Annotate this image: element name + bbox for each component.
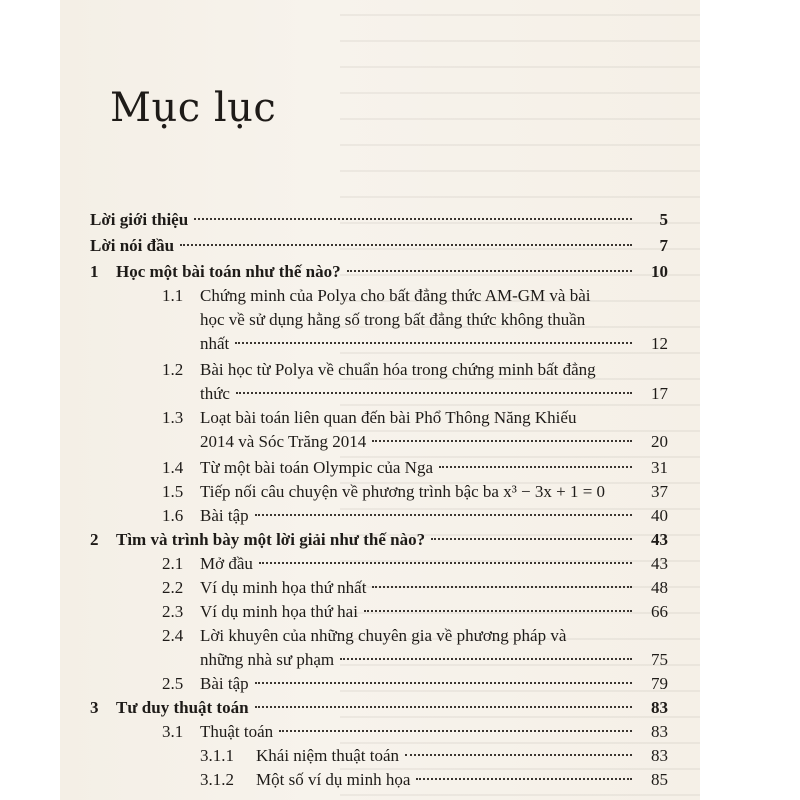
toc-section-1-4 bbox=[162, 458, 668, 478]
dot-leader bbox=[364, 610, 632, 612]
toc-section-number: 2.1 bbox=[162, 554, 184, 573]
toc-page-number: 10 bbox=[651, 262, 668, 281]
dot-leader bbox=[372, 440, 632, 442]
toc-subsection-3-1-2 bbox=[200, 770, 668, 790]
toc-page-number: 31 bbox=[651, 458, 668, 477]
toc-section-number: 1.2 bbox=[162, 360, 184, 379]
toc-section-title: Bài tập bbox=[200, 674, 249, 693]
toc-section-number: 2.4 bbox=[162, 626, 184, 645]
toc-section-title-line: học về sử dụng hằng số trong bất đẳng thức không thuần bbox=[200, 310, 586, 329]
dot-leader bbox=[416, 778, 632, 780]
toc-subsection-title: Một số ví dụ minh họa bbox=[256, 770, 411, 789]
toc-section-2-1 bbox=[162, 554, 668, 574]
toc-entry-title: Lời nói đầu bbox=[90, 236, 175, 255]
toc-section-1-2-end bbox=[200, 384, 668, 404]
toc-page-number: 85 bbox=[651, 770, 668, 789]
dot-leader bbox=[255, 514, 632, 516]
toc-page-number: 43 bbox=[651, 554, 668, 573]
toc-page-number: 40 bbox=[651, 506, 668, 525]
toc-entry-title: Lời giới thiệu bbox=[90, 210, 189, 229]
toc-section-title-line: Loạt bài toán liên quan đến bài Phổ Thông Năng Khiếu bbox=[200, 408, 577, 427]
toc-chapter-2 bbox=[90, 530, 668, 550]
dot-leader bbox=[431, 538, 632, 540]
toc-section-number: 3.1 bbox=[162, 722, 184, 741]
toc-page-number: 83 bbox=[651, 722, 668, 741]
toc-page-number: 43 bbox=[651, 530, 668, 549]
toc-section-title: Thuật toán bbox=[200, 722, 274, 741]
toc-subsection-number: 3.1.2 bbox=[200, 770, 234, 789]
dot-leader bbox=[236, 392, 632, 394]
dot-leader bbox=[439, 466, 632, 468]
toc-section-number: 1.4 bbox=[162, 458, 184, 477]
toc-page-number: 75 bbox=[651, 650, 668, 669]
toc-page-number: 17 bbox=[651, 384, 668, 403]
toc-section-title-line: 2014 và Sóc Trăng 2014 bbox=[200, 432, 367, 451]
toc-chapter-title: Học một bài toán như thế nào? bbox=[116, 262, 341, 281]
dot-leader bbox=[194, 218, 632, 220]
toc-section-number: 1.3 bbox=[162, 408, 184, 427]
toc-section-title: Ví dụ minh họa thứ nhất bbox=[200, 578, 367, 597]
toc-page-number: 66 bbox=[651, 602, 668, 621]
toc-page-number: 20 bbox=[651, 432, 668, 451]
dot-leader bbox=[255, 682, 632, 684]
dot-leader bbox=[259, 562, 632, 564]
toc-section-1-3-end bbox=[200, 432, 668, 452]
toc-section-title-line: Bài học từ Polya về chuẩn hóa trong chứng minh bất đẳng bbox=[200, 360, 596, 379]
toc-page-number: 83 bbox=[651, 746, 668, 765]
toc-chapter-title: Tư duy thuật toán bbox=[116, 698, 249, 717]
toc-entry-preface bbox=[90, 236, 668, 256]
toc-section-title-line: Chứng minh của Polya cho bất đẳng thức AM-GM và bài bbox=[200, 286, 591, 305]
toc-section-1-1-end bbox=[200, 334, 668, 354]
toc-page-number: 5 bbox=[659, 210, 668, 229]
toc-subsection-3-1-1 bbox=[200, 746, 668, 766]
toc-page-number: 83 bbox=[651, 698, 668, 717]
toc-section-title-line: nhất bbox=[200, 334, 230, 353]
toc-page-number: 37 bbox=[651, 482, 668, 501]
toc-section-title: Từ một bài toán Olympic của Nga bbox=[200, 458, 433, 477]
toc-section-2-5 bbox=[162, 674, 668, 694]
toc-section-title: Bài tập bbox=[200, 506, 249, 525]
toc-section-1-5 bbox=[162, 482, 668, 502]
toc-section-title-line: thức bbox=[200, 384, 230, 403]
table-of-contents bbox=[60, 0, 700, 800]
toc-section-title-line: Lời khuyên của những chuyên gia về phương pháp và bbox=[200, 626, 567, 645]
toc-section-title-line: những nhà sư phạm bbox=[200, 650, 335, 669]
toc-section-2-3 bbox=[162, 602, 668, 622]
toc-entry-foreword bbox=[90, 210, 668, 230]
toc-section-number: 2.5 bbox=[162, 674, 184, 693]
toc-chapter-title: Tìm và trình bày một lời giải như thế nào? bbox=[116, 530, 426, 549]
dot-leader bbox=[180, 244, 632, 246]
dot-leader bbox=[235, 342, 632, 344]
dot-leader bbox=[405, 754, 632, 756]
toc-page-number: 12 bbox=[651, 334, 668, 353]
toc-section-2-4-end bbox=[200, 650, 668, 670]
toc-subsection-number: 3.1.1 bbox=[200, 746, 234, 765]
toc-chapter-number: 1 bbox=[90, 262, 99, 281]
toc-section-3-1 bbox=[162, 722, 668, 742]
toc-section-number: 1.1 bbox=[162, 286, 184, 305]
dot-leader bbox=[372, 586, 632, 588]
toc-chapter-1 bbox=[90, 262, 668, 282]
dot-leader bbox=[255, 706, 632, 708]
toc-page-number: 48 bbox=[651, 578, 668, 597]
toc-section-title: Tiếp nối câu chuyện về phương trình bậc ba x³ − 3x + 1 = 0 bbox=[200, 482, 606, 501]
toc-page-number: 7 bbox=[659, 236, 668, 255]
toc-section-number: 2.3 bbox=[162, 602, 184, 621]
toc-chapter-number: 3 bbox=[90, 698, 99, 717]
toc-page-number: 79 bbox=[651, 674, 668, 693]
dot-leader bbox=[347, 270, 632, 272]
page-heading: Mục lục bbox=[110, 85, 277, 131]
dot-leader bbox=[279, 730, 632, 732]
toc-section-number: 1.6 bbox=[162, 506, 184, 525]
toc-section-number: 2.2 bbox=[162, 578, 184, 597]
dot-leader bbox=[340, 658, 632, 660]
toc-section-title: Ví dụ minh họa thứ hai bbox=[200, 602, 358, 621]
toc-section-1-6 bbox=[162, 506, 668, 526]
toc-chapter-number: 2 bbox=[90, 530, 99, 549]
book-page bbox=[60, 0, 700, 800]
toc-section-2-2 bbox=[162, 578, 668, 598]
toc-section-title: Mở đầu bbox=[200, 554, 253, 573]
toc-section-number: 1.5 bbox=[162, 482, 184, 501]
toc-subsection-title: Khái niệm thuật toán bbox=[256, 746, 400, 765]
toc-chapter-3 bbox=[90, 698, 668, 718]
